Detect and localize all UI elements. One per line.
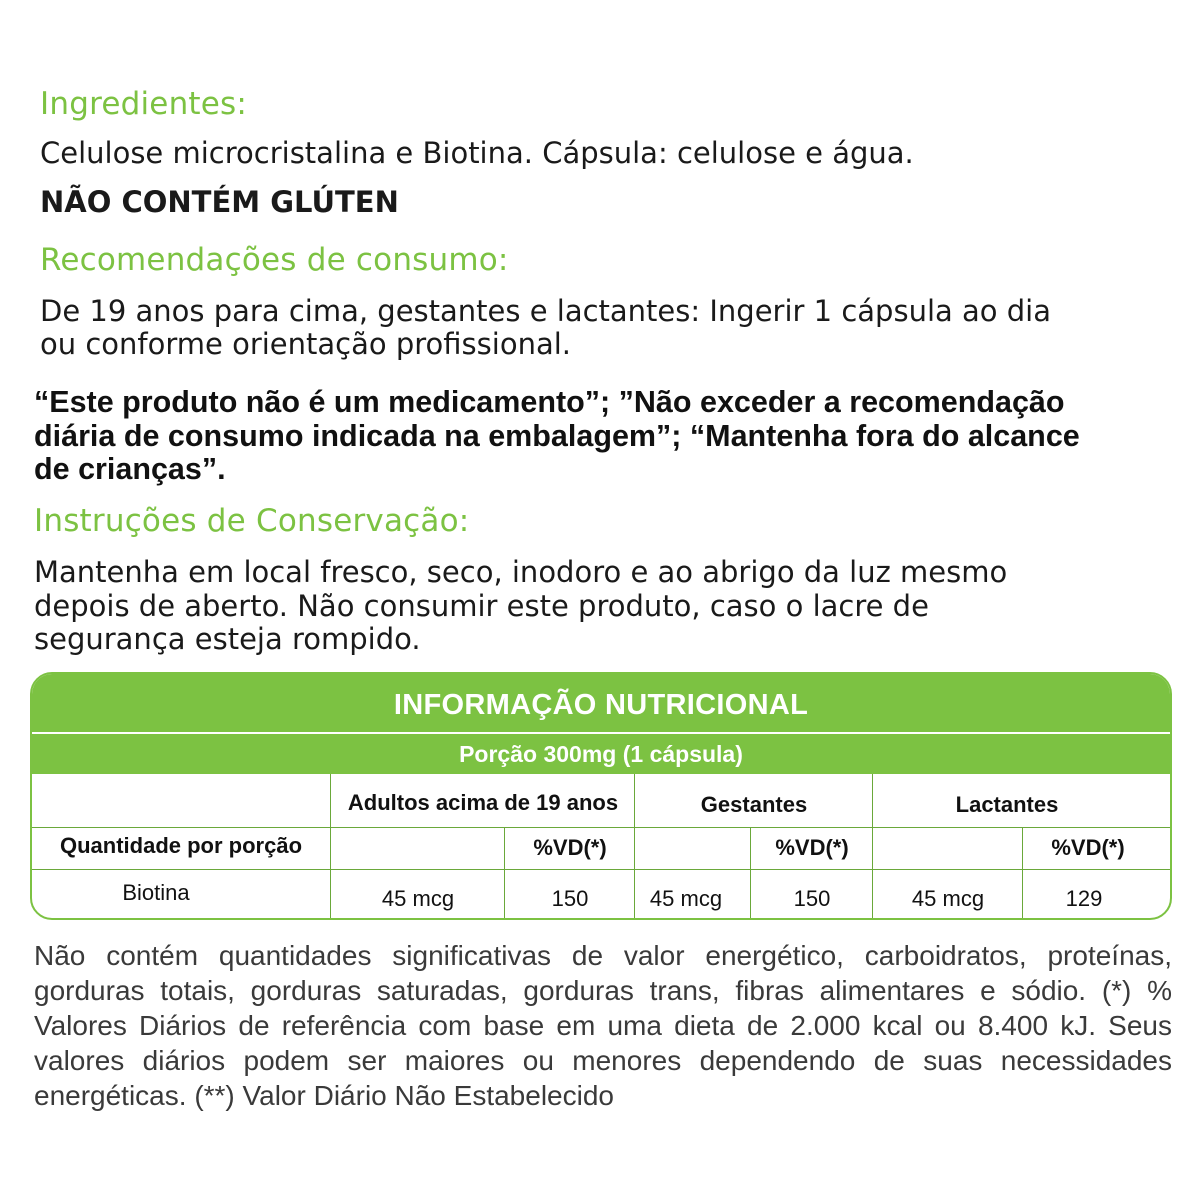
- nutrition-title: INFORMAÇÃO NUTRICIONAL: [32, 674, 1170, 732]
- table-divider: [872, 774, 873, 918]
- warning-line-1: “Este produto não é um medicamento”; ”Não exceder a recomendação: [34, 385, 1065, 419]
- row-header-quantity: Quantidade por porção: [59, 833, 303, 858]
- table-divider: [1022, 827, 1023, 918]
- conservation-line-1: Mantenha em local fresco, seco, inodoro e ao abrigo da luz mesmo: [34, 555, 1008, 589]
- vd-adults: 150: [551, 886, 589, 911]
- amount-pregnant: 45 mcg: [649, 886, 723, 911]
- nutrient-name: Biotina: [122, 880, 190, 905]
- ingredients-heading: Ingredientes:: [40, 86, 248, 122]
- table-divider: [32, 827, 1170, 828]
- conservation-line-3: segurança esteja rompido.: [34, 622, 421, 656]
- nutrition-footnote: Não contém quantidades significativas de valor energético, carboidratos, proteínas, gorduras totais, gorduras saturadas, gorduras trans, fibras alimentares e sódio. (*) % Valores Diários de referência com base em uma dieta de 2.000 kcal ou 8.400 kJ. Seus valores diários podem ser maiores ou menores dependendo de suas necessidades energéticas. (**) Valor Diário Não Estabelecido: [34, 940, 1172, 1111]
- amount-adults: 45 mcg: [381, 886, 455, 911]
- nutrition-portion: Porção 300mg (1 cápsula): [32, 734, 1170, 774]
- table-divider: [330, 774, 331, 918]
- warning-line-2: diária de consumo indicada na embalagem”; “Mantenha fora do alcance: [34, 419, 1080, 453]
- vd-label: %VD(*): [1051, 835, 1125, 860]
- recommendations-line-1: De 19 anos para cima, gestantes e lactantes: Ingerir 1 cápsula ao dia: [40, 294, 1051, 328]
- warning-line-3: de crianças”.: [34, 452, 226, 486]
- conservation-line-2: depois de aberto. Não consumir este produto, caso o lacre de: [34, 589, 929, 623]
- vd-label: %VD(*): [775, 835, 849, 860]
- conservation-heading: Instruções de Conservação:: [34, 503, 470, 539]
- table-divider: [32, 869, 1170, 870]
- recommendations-heading: Recomendações de consumo:: [40, 242, 509, 278]
- ingredients-text: Celulose microcristalina e Biotina. Cápsula: celulose e água.: [40, 136, 914, 170]
- amount-lactating: 45 mcg: [911, 886, 985, 911]
- gluten-notice: NÃO CONTÉM GLÚTEN: [40, 185, 399, 219]
- table-divider: [634, 774, 635, 918]
- table-divider: [504, 827, 505, 918]
- group-header-pregnant: Gestantes: [700, 792, 808, 817]
- recommendations-line-2: ou conforme orientação profissional.: [40, 327, 571, 361]
- vd-label: %VD(*): [533, 835, 607, 860]
- group-header-adults: Adultos acima de 19 anos: [347, 790, 619, 815]
- nutrition-table: [30, 672, 1172, 920]
- vd-lactating: 129: [1065, 886, 1103, 911]
- vd-pregnant: 150: [793, 886, 831, 911]
- table-divider: [750, 827, 751, 918]
- group-header-lactating: Lactantes: [955, 792, 1059, 817]
